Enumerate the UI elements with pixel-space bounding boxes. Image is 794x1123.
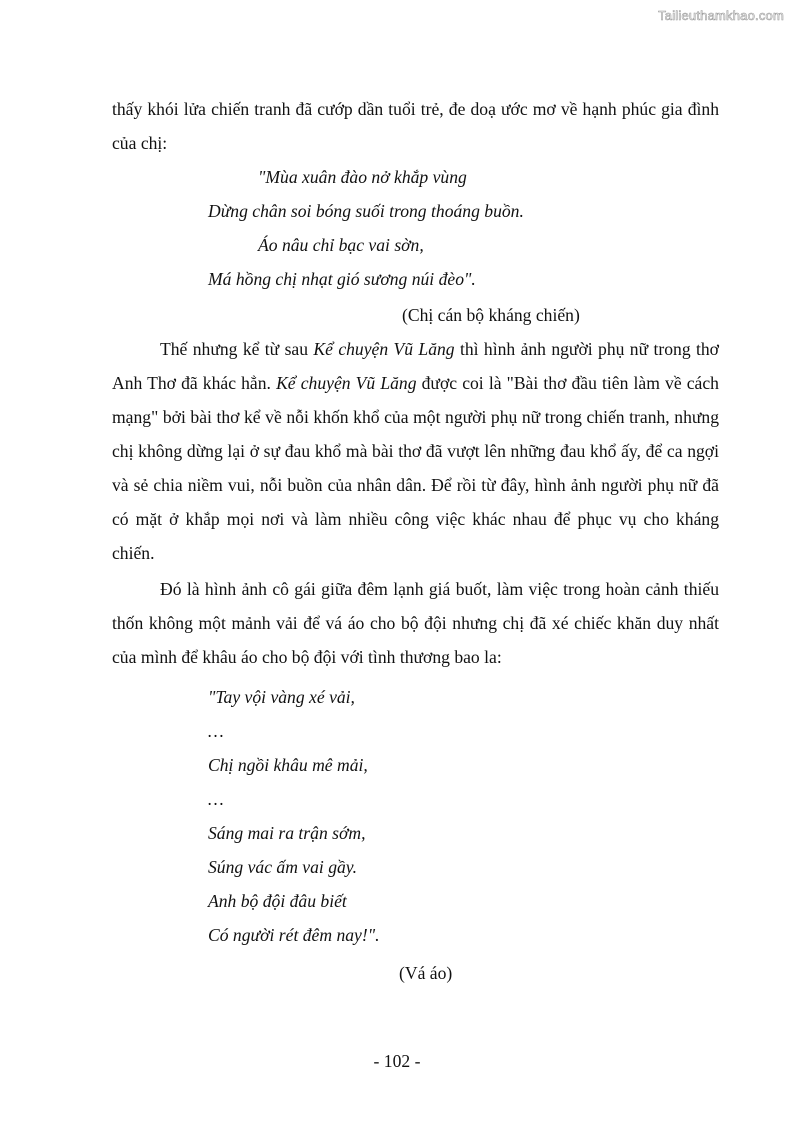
paragraph-2-text-2: thì hình ảnh người phụ nữ trong thơ Anh Thơ đã khác hẳn. (112, 339, 719, 393)
poem-title-1: Kể chuyện Vũ Lăng (313, 339, 455, 359)
paragraph-2-text-3: được coi là "Bài thơ đầu tiên làm về cách mạng" bởi bài thơ kể về nỗi khốn khổ của một người phụ nữ trong chiến tranh, nhưng chị không dừng lại ở sự đau khổ mà bài thơ đã vượt lên những đau khổ ấy, để ca ngợi và sẻ chia niềm vui, nỗi buồn của nhân dân. Để rồi từ đây, hình ảnh người phụ nữ đã có mặt ở khắp mọi nơi và làm nhiều công việc khác nhau để phục vụ cho kháng chiến. (112, 373, 719, 563)
poem-2-line-4: Súng vác ấm vai gầy. (208, 857, 358, 877)
poem-1 (112, 160, 719, 332)
poem-2-line-1: "Tay vội vàng xé vải, (208, 687, 355, 707)
poem-2-source: (Vá áo) (399, 963, 453, 983)
poem-1-line-2: Dừng chân soi bóng suối trong thoáng buồn. (208, 201, 524, 221)
paragraph-3: Đó là hình ảnh cô gái giữa đêm lạnh giá buốt, làm việc trong hoàn cảnh thiếu thốn không một mảnh vải để vá áo cho bộ đội nhưng chị đã xé chiếc khăn duy nhất của mình để khâu áo cho bộ đội với tình thương bao la: (112, 579, 719, 667)
poem-title-2: Kể chuyện Vũ Lăng (276, 373, 417, 393)
poem-1-source: (Chị cán bộ kháng chiến) (402, 305, 580, 325)
poem-1-line-4: Má hồng chị nhạt gió sương núi đèo". (208, 269, 476, 289)
poem-2-line-6: Có người rét đêm nay!". (208, 925, 380, 945)
paragraph-1: thấy khói lửa chiến tranh đã cướp dần tuổi trẻ, đe doạ ước mơ về hạnh phúc gia đình của chị: (112, 99, 719, 153)
poem-2-ellipsis-2: … (208, 789, 224, 809)
paragraph-2 (112, 332, 719, 570)
poem-2-line-5: Anh bộ đội đâu biết (208, 891, 347, 911)
page-number: - 102 - (373, 1051, 421, 1071)
poem-1-line-3: Áo nâu chỉ bạc vai sờn, (258, 235, 424, 255)
poem-2-line-2: Chị ngồi khâu mê mải, (208, 755, 368, 775)
page-body (112, 92, 719, 990)
watermark: Tailieuthamkhao.com (658, 8, 784, 23)
poem-1-line-1: "Mùa xuân đào nở khắp vùng (258, 167, 467, 187)
poem-2-ellipsis-1: … (208, 721, 224, 741)
paragraph-2-text-1: Thế nhưng kể từ sau (160, 339, 314, 359)
poem-2 (112, 680, 719, 990)
poem-2-line-3: Sáng mai ra trận sớm, (208, 823, 366, 843)
